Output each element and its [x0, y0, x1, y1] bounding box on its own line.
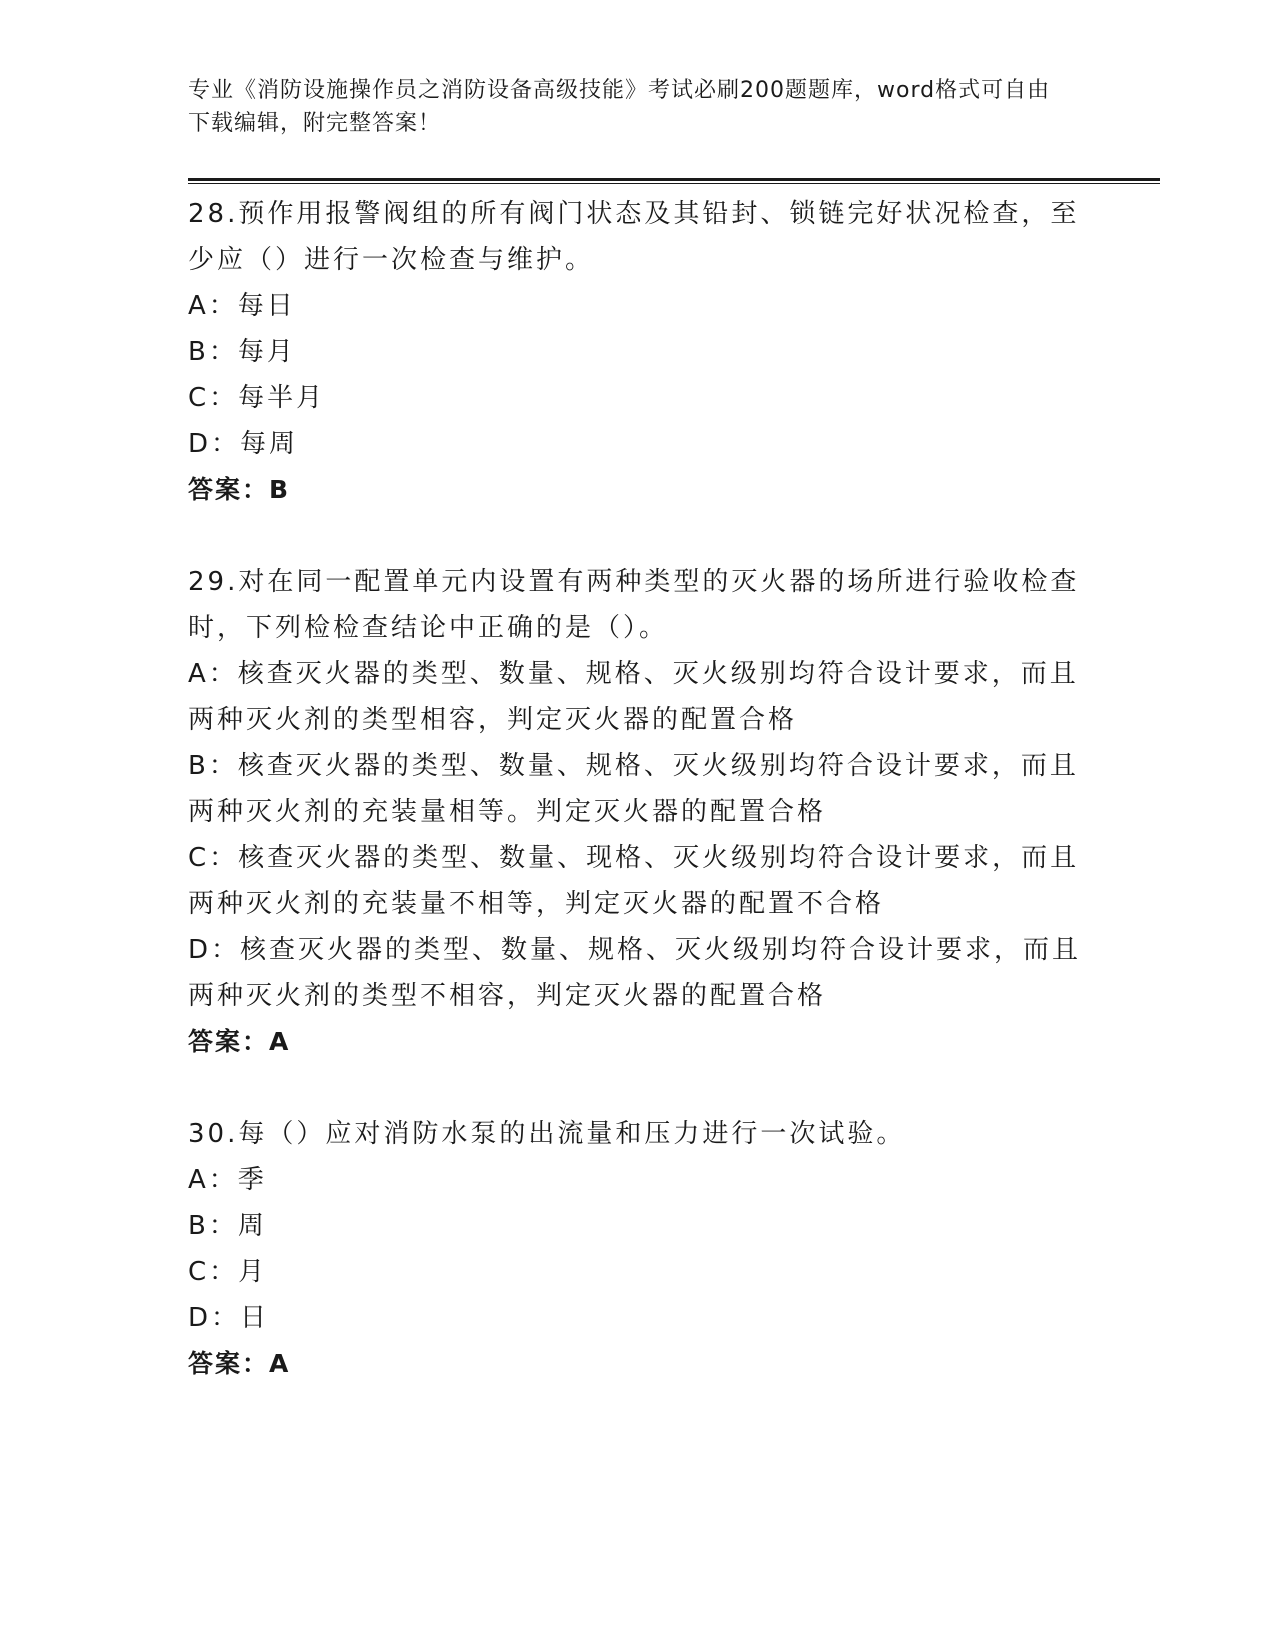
- option-b: B：每月: [188, 337, 296, 367]
- document-header: 专业《消防设施操作员之消防设备高级技能》考试必刷200题题库，word格式可自由下载编辑，附完整答案！: [188, 78, 1051, 136]
- option-a: A：核查灭火器的类型、数量、规格、灭火级别均符合设计要求，而且两种灭火剂的类型相容，判定灭火器的配置合格: [188, 659, 1079, 735]
- header-divider-thick: [188, 178, 1160, 181]
- question-spacer: [188, 1065, 1088, 1111]
- option-b: B：核查灭火器的类型、数量、规格、灭火级别均符合设计要求，而且两种灭火剂的充装量相等。判定灭火器的配置合格: [188, 751, 1079, 827]
- question-stem: 28.预作用报警阀组的所有阀门状态及其铅封、锁链完好状况检查，至少应（）进行一次检查与维护。: [188, 199, 1080, 275]
- header-divider-thin: [188, 183, 1160, 184]
- question-stem: 29.对在同一配置单元内设置有两种类型的灭火器的场所进行验收检查时，下列检检查结论中正确的是（）。: [188, 567, 1080, 643]
- option-c: C：核查灭火器的类型、数量、现格、灭火级别均符合设计要求，而且两种灭火剂的充装量不相等，判定灭火器的配置不合格: [188, 843, 1080, 919]
- question-stem: 30.每（）应对消防水泵的出流量和压力进行一次试验。: [188, 1119, 906, 1149]
- question-29: [188, 559, 1088, 1065]
- option-a: A：季: [188, 1165, 267, 1195]
- answer-line: 答案：B: [188, 475, 291, 504]
- option-d: D：每周: [188, 429, 299, 459]
- option-a: A：每日: [188, 291, 296, 321]
- question-list: [188, 191, 1088, 1387]
- option-b: B：周: [188, 1211, 267, 1241]
- option-d: D：核查灭火器的类型、数量、规格、灭火级别均符合设计要求，而且两种灭火剂的类型不相容，判定灭火器的配置合格: [188, 935, 1082, 1011]
- option-c: C：每半月: [188, 383, 326, 413]
- option-c: C：月: [188, 1257, 268, 1287]
- answer-line: 答案：A: [188, 1349, 291, 1378]
- question-30: [188, 1111, 1088, 1387]
- question-spacer: [188, 513, 1088, 559]
- question-28: [188, 191, 1088, 513]
- option-d: D：日: [188, 1303, 270, 1333]
- answer-line: 答案：A: [188, 1027, 291, 1056]
